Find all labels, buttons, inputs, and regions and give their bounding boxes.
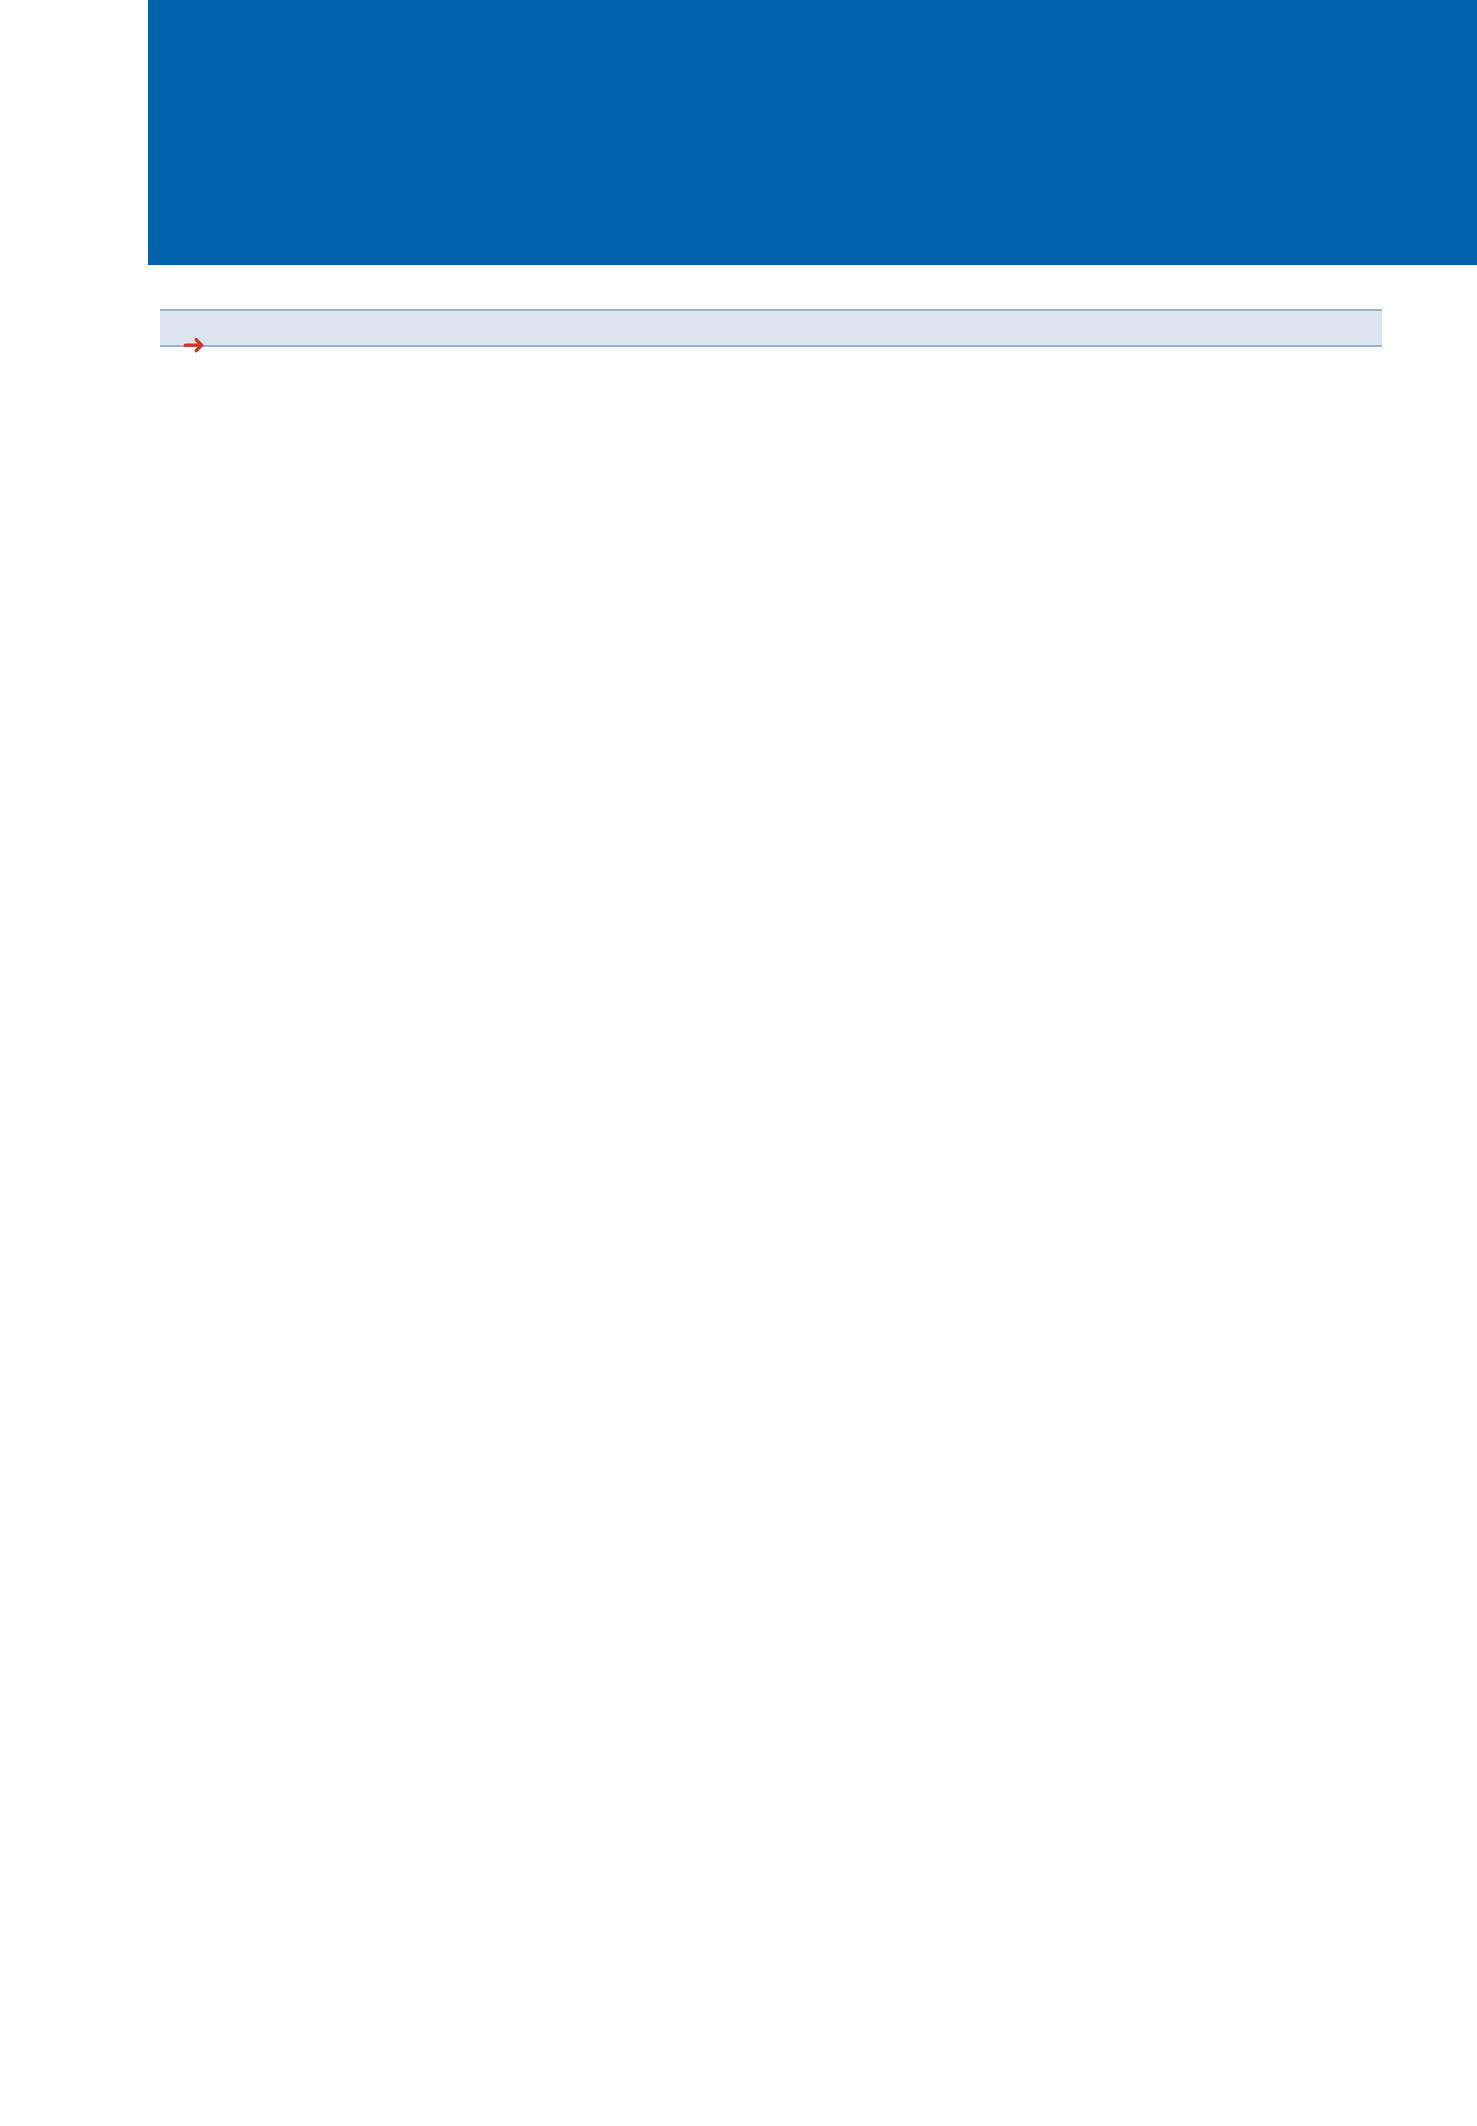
arrow-right-icon: ➜ (182, 328, 206, 361)
header-band (148, 0, 1477, 265)
usage-note-box (160, 311, 1382, 361)
page-content (0, 265, 1477, 361)
